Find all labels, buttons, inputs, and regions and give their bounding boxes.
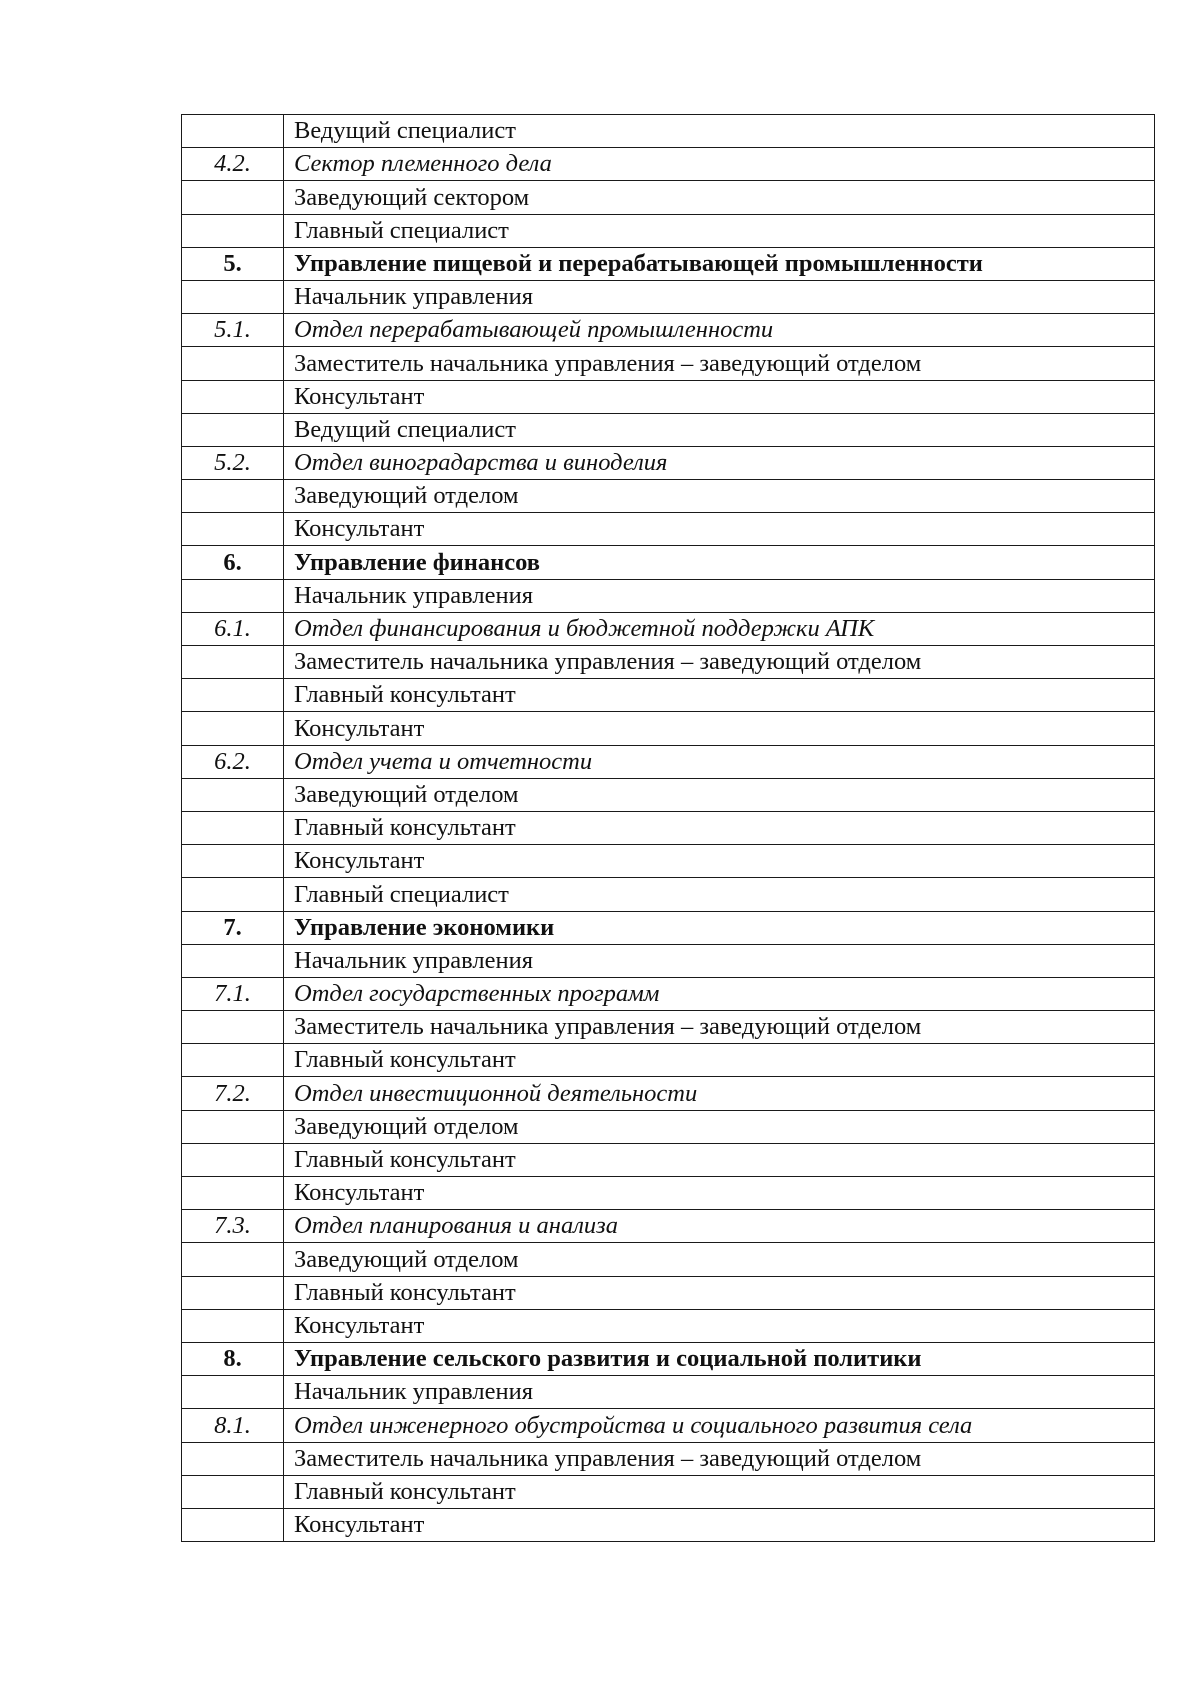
position-row [182, 181, 1155, 214]
row-number-cell: 5.2. [182, 446, 284, 479]
row-title-cell: Начальник управления [284, 944, 1155, 977]
section-row [182, 1210, 1155, 1243]
staff-structure-table [181, 114, 1155, 1542]
row-title-cell: Отдел государственных программ [284, 977, 1155, 1010]
position-row [182, 1177, 1155, 1210]
row-title-cell: Заместитель начальника управления – заведующий отделом [284, 1011, 1155, 1044]
row-title-cell: Отдел финансирования и бюджетной поддержки АПК [284, 612, 1155, 645]
row-number-cell: 5. [182, 247, 284, 280]
position-row [182, 679, 1155, 712]
row-title-cell: Ведущий специалист [284, 115, 1155, 148]
row-title-cell: Отдел перерабатывающей промышленности [284, 314, 1155, 347]
section-row [182, 148, 1155, 181]
row-number-cell [182, 1044, 284, 1077]
row-number-cell: 7.3. [182, 1210, 284, 1243]
row-number-cell: 5.1. [182, 314, 284, 347]
section-row [182, 1077, 1155, 1110]
row-number-cell [182, 811, 284, 844]
row-title-cell: Заведующий отделом [284, 1110, 1155, 1143]
section-row [182, 1409, 1155, 1442]
row-title-cell: Главный консультант [284, 1044, 1155, 1077]
row-number-cell [182, 1276, 284, 1309]
row-number-cell [182, 1110, 284, 1143]
row-number-cell [182, 1243, 284, 1276]
row-number-cell [182, 115, 284, 148]
position-row [182, 1442, 1155, 1475]
position-row [182, 480, 1155, 513]
row-number-cell: 7.2. [182, 1077, 284, 1110]
row-number-cell: 8.1. [182, 1409, 284, 1442]
row-number-cell [182, 579, 284, 612]
row-title-cell: Отдел виноградарства и виноделия [284, 446, 1155, 479]
row-number-cell [182, 1011, 284, 1044]
department-row [182, 247, 1155, 280]
row-title-cell: Заведующий отделом [284, 778, 1155, 811]
row-number-cell [182, 1376, 284, 1409]
row-number-cell [182, 712, 284, 745]
row-number-cell [182, 480, 284, 513]
table-body [182, 115, 1155, 1542]
position-row [182, 1243, 1155, 1276]
section-row [182, 446, 1155, 479]
position-row [182, 778, 1155, 811]
row-number-cell [182, 280, 284, 313]
row-number-cell [182, 347, 284, 380]
row-title-cell: Заведующий сектором [284, 181, 1155, 214]
position-row [182, 380, 1155, 413]
position-row [182, 579, 1155, 612]
row-number-cell: 4.2. [182, 148, 284, 181]
position-row [182, 1376, 1155, 1409]
row-title-cell: Консультант [284, 380, 1155, 413]
row-title-cell: Главный консультант [284, 1475, 1155, 1508]
row-number-cell [182, 845, 284, 878]
department-row [182, 911, 1155, 944]
position-row [182, 214, 1155, 247]
row-title-cell: Заместитель начальника управления – заведующий отделом [284, 646, 1155, 679]
row-number-cell [182, 1143, 284, 1176]
row-title-cell: Главный консультант [284, 811, 1155, 844]
row-title-cell: Консультант [284, 712, 1155, 745]
row-title-cell: Ведущий специалист [284, 413, 1155, 446]
row-title-cell: Управление финансов [284, 546, 1155, 579]
department-row [182, 546, 1155, 579]
row-title-cell: Консультант [284, 1177, 1155, 1210]
row-title-cell: Консультант [284, 513, 1155, 546]
row-title-cell: Заведующий отделом [284, 1243, 1155, 1276]
row-title-cell: Отдел учета и отчетности [284, 745, 1155, 778]
row-title-cell: Отдел планирования и анализа [284, 1210, 1155, 1243]
row-title-cell: Отдел инвестиционной деятельности [284, 1077, 1155, 1110]
position-row [182, 845, 1155, 878]
position-row [182, 513, 1155, 546]
row-title-cell: Заместитель начальника управления – заведующий отделом [284, 1442, 1155, 1475]
row-title-cell: Начальник управления [284, 280, 1155, 313]
position-row [182, 1309, 1155, 1342]
row-number-cell: 6. [182, 546, 284, 579]
position-row [182, 878, 1155, 911]
position-row [182, 413, 1155, 446]
row-number-cell [182, 778, 284, 811]
row-number-cell [182, 413, 284, 446]
row-number-cell [182, 1309, 284, 1342]
row-number-cell: 6.2. [182, 745, 284, 778]
row-title-cell: Начальник управления [284, 1376, 1155, 1409]
position-row [182, 1110, 1155, 1143]
row-title-cell: Управление экономики [284, 911, 1155, 944]
row-title-cell: Сектор племенного дела [284, 148, 1155, 181]
position-row [182, 115, 1155, 148]
row-number-cell [182, 513, 284, 546]
row-number-cell: 6.1. [182, 612, 284, 645]
row-number-cell [182, 380, 284, 413]
row-number-cell [182, 1442, 284, 1475]
row-title-cell: Заместитель начальника управления – заведующий отделом [284, 347, 1155, 380]
section-row [182, 977, 1155, 1010]
row-number-cell [182, 878, 284, 911]
section-row [182, 314, 1155, 347]
row-title-cell: Заведующий отделом [284, 480, 1155, 513]
row-number-cell [182, 679, 284, 712]
row-title-cell: Главный специалист [284, 214, 1155, 247]
position-row [182, 944, 1155, 977]
row-title-cell: Управление пищевой и перерабатывающей промышленности [284, 247, 1155, 280]
row-number-cell [182, 181, 284, 214]
position-row [182, 1143, 1155, 1176]
row-title-cell: Главный консультант [284, 679, 1155, 712]
row-number-cell [182, 214, 284, 247]
position-row [182, 1011, 1155, 1044]
section-row [182, 612, 1155, 645]
row-number-cell: 7. [182, 911, 284, 944]
position-row [182, 1475, 1155, 1508]
position-row [182, 1508, 1155, 1541]
row-title-cell: Консультант [284, 845, 1155, 878]
row-title-cell: Главный консультант [284, 1276, 1155, 1309]
row-title-cell: Главный консультант [284, 1143, 1155, 1176]
position-row [182, 280, 1155, 313]
row-number-cell [182, 1508, 284, 1541]
position-row [182, 1044, 1155, 1077]
row-number-cell [182, 1475, 284, 1508]
section-row [182, 745, 1155, 778]
row-title-cell: Управление сельского развития и социальной политики [284, 1342, 1155, 1375]
position-row [182, 811, 1155, 844]
row-title-cell: Консультант [284, 1508, 1155, 1541]
department-row [182, 1342, 1155, 1375]
row-title-cell: Главный специалист [284, 878, 1155, 911]
position-row [182, 646, 1155, 679]
position-row [182, 347, 1155, 380]
row-number-cell: 8. [182, 1342, 284, 1375]
row-title-cell: Начальник управления [284, 579, 1155, 612]
row-number-cell [182, 944, 284, 977]
position-row [182, 712, 1155, 745]
row-title-cell: Консультант [284, 1309, 1155, 1342]
row-number-cell: 7.1. [182, 977, 284, 1010]
position-row [182, 1276, 1155, 1309]
row-number-cell [182, 646, 284, 679]
row-number-cell [182, 1177, 284, 1210]
row-title-cell: Отдел инженерного обустройства и социального развития села [284, 1409, 1155, 1442]
